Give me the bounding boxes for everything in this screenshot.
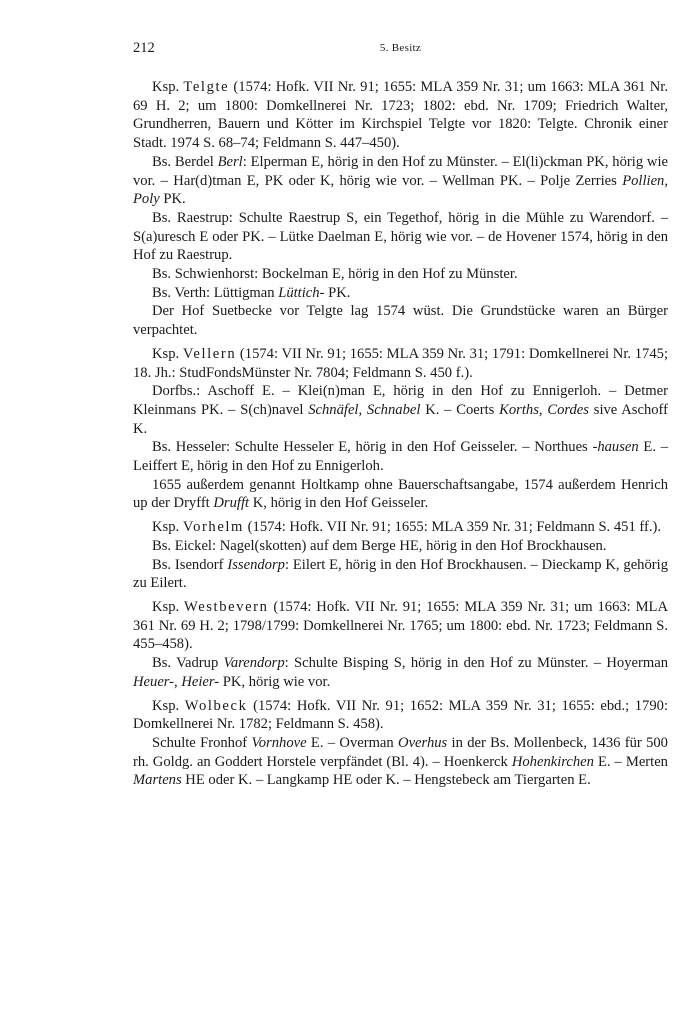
text-run: K, hörig in den Hof Geisseler. — [249, 495, 429, 512]
italic-name-variant: Berl — [217, 153, 243, 170]
text-run: : Elperman E, hörig in den Hof zu Münster. – El(li)ckman PK, hörig wie vor. – Har(d)tman E, PK oder K, hörig wie vor. – Wellman PK. – Polje Zerries — [133, 153, 668, 189]
italic-name-variant: Lüttich- — [278, 284, 325, 301]
running-head: 5. Besitz — [379, 42, 422, 54]
text-run: Bs. Berdel — [152, 153, 218, 170]
text-run: Ksp. — [152, 697, 185, 714]
text-run: 1655 außerdem genannt Holtkamp ohne Bauerschaftsangabe, 1574 außerdem Henrich up der Dryfft — [133, 476, 668, 512]
farm-entry-paragraph — [133, 153, 668, 209]
text-run: Dorfbs.: Aschoff E. – Klei(n)man E, hörig in den Hof zu Ennigerloh. – Detmer Kleinmans PK. – S(ch)navel — [133, 383, 668, 418]
text-run: Bs. Isendorf — [152, 556, 228, 573]
farm-entry-paragraph — [133, 209, 668, 265]
text-run: E. – Merten — [593, 753, 668, 770]
parish-name: Westbevern — [184, 598, 269, 615]
farm-entry-paragraph — [133, 302, 668, 339]
text-run: Ksp. — [152, 345, 183, 362]
text-run: Bs. Verth: Lüttigman — [152, 284, 279, 301]
farm-entry-paragraph — [133, 734, 668, 790]
farm-entry-paragraph — [133, 382, 668, 438]
text-run: (1574: Hofk. VII Nr. 91; 1655: MLA 359 Nr. 31; um 1663: MLA 361 Nr. 69 H. 2; um 1800: Domkellnerei Nr. 1723; 1802: ebd. Nr. 1709; Friedrich Walter, Grundherren, Bauern und Kötter im Kirchspiel Telgte vor 1820: Telgte. Chronik einer Stadt. 1974 S. 68–74; Feldmann S. 447–450). — [133, 79, 668, 152]
parish-entry-paragraph — [133, 78, 668, 153]
parish-entry-paragraph — [133, 518, 668, 537]
text-run: (1574: Hofk. VII Nr. 91; 1655: MLA 359 Nr. 31; Feldmann S. 451 ff.). — [244, 519, 662, 536]
italic-name-variant: Martens — [133, 772, 182, 789]
text-run: sive Aschoff K. — [133, 401, 668, 437]
italic-name-variant: Issendorp — [227, 556, 285, 573]
text-run: (1574: VII Nr. 91; 1655: MLA 359 Nr. 31; 1791: Domkellnerei Nr. 1745; 18. Jh.: StudFondsMünster Nr. 7804; Feldmann S. 450 f.). — [133, 345, 669, 381]
text-run: (1574: Hofk. VII Nr. 91; 1652: MLA 359 Nr. 31; 1655: ebd.; 1790: Domkellnerei Nr. 1782; Feldmann S. 458). — [133, 697, 668, 733]
italic-name-variant: Vornhove — [251, 734, 307, 751]
text-run: E. – Leiffert E, hörig in den Hof zu Ennigerloh. — [133, 439, 668, 475]
text-run: Bs. Schwienhorst: Bockelman E, hörig in den Hof zu Münster. — [152, 266, 518, 283]
parish-name: Wolbeck — [184, 697, 248, 714]
italic-name-variant: Varendorp — [223, 655, 285, 672]
text-run: K. – Coerts — [420, 401, 500, 418]
parish-name: Vellern — [182, 345, 237, 362]
parish-name: Vorhelm — [182, 519, 245, 536]
italic-name-variant: Drufft — [213, 495, 250, 512]
parish-entry-paragraph — [133, 345, 668, 382]
body-text — [133, 78, 668, 790]
text-run: Schulte Fronhof — [152, 734, 252, 751]
text-run: HE oder K. – Langkamp HE oder K. – Hengstebeck am Tiergarten E. — [181, 772, 591, 789]
text-run: PK, hörig wie vor. — [219, 673, 331, 690]
parish-entry-paragraph — [133, 598, 668, 654]
text-run: in der Bs. Mollenbeck, 1436 für 500 rh. Goldg. an Goddert Horstele verpfändet (Bl. 4). – Hoenkerck — [133, 734, 668, 770]
farm-entry-paragraph — [133, 654, 668, 691]
italic-name-variant: Korths, Cordes — [499, 401, 589, 418]
farm-entry-paragraph — [133, 556, 668, 593]
text-run: (1574: Hofk. VII Nr. 91; 1655: MLA 359 Nr. 31; um 1663: MLA 361 Nr. 69 H. 2; 1798/1799: Domkellnerei Nr. 1765; um 1800: ebd. Nr. 1723; Feldmann S. 455–458). — [133, 598, 668, 653]
farm-entry-paragraph — [133, 537, 668, 556]
page-header — [133, 40, 668, 62]
text-run: Bs. Hesseler: Schulte Hesseler E, hörig in den Hof Geisseler. – Northues — [152, 439, 593, 456]
parish-entry-paragraph — [133, 697, 668, 734]
text-run: Ksp. — [152, 598, 184, 615]
text-run: Ksp. — [152, 79, 184, 95]
italic-name-variant: Heuer-, Heier- — [133, 673, 220, 690]
text-run: Ksp. — [152, 519, 183, 536]
text-run: : Eilert E, hörig in den Hof Brockhausen. – Dieckamp K, gehörig zu Eilert. — [133, 556, 668, 592]
parish-name: Telgte — [183, 79, 230, 95]
text-run: Der Hof Suetbecke vor Telgte lag 1574 wüst. Die Grundstücke waren an Bürger verpachtet. — [133, 303, 668, 339]
farm-entry-paragraph — [133, 476, 668, 513]
text-run: Bs. Vadrup — [152, 655, 224, 672]
farm-entry-paragraph — [133, 284, 668, 303]
farm-entry-paragraph — [133, 438, 668, 475]
italic-name-variant: Schnäfel, Schnabel — [308, 401, 421, 418]
italic-name-variant: Hohenkirchen — [511, 753, 594, 770]
text-run: PK. — [159, 191, 186, 208]
page-number: 212 — [133, 40, 155, 56]
italic-name-variant: -hausen — [592, 439, 639, 456]
italic-name-variant: Pollien, Poly — [133, 172, 668, 208]
text-run: Bs. Eickel: Nagel(skotten) auf dem Berge HE, hörig in den Hof Brockhausen. — [152, 537, 607, 554]
text-run: E. – Overman — [306, 734, 399, 751]
text-run: Bs. Raestrup: Schulte Raestrup S, ein Tegethof, hörig in die Mühle zu Warendorf. – S(a)uresch E oder PK. – Lütke Daelman E, hörig wie vor. – de Hovener 1574, hörig in den Hof zu Raestrup. — [133, 209, 668, 264]
book-page — [133, 40, 668, 790]
text-run: PK. — [324, 284, 351, 301]
italic-name-variant: Overhus — [398, 734, 448, 751]
text-run: : Schulte Bisping S, hörig in den Hof zu Münster. – Hoyerman — [284, 655, 668, 672]
farm-entry-paragraph — [133, 265, 668, 284]
